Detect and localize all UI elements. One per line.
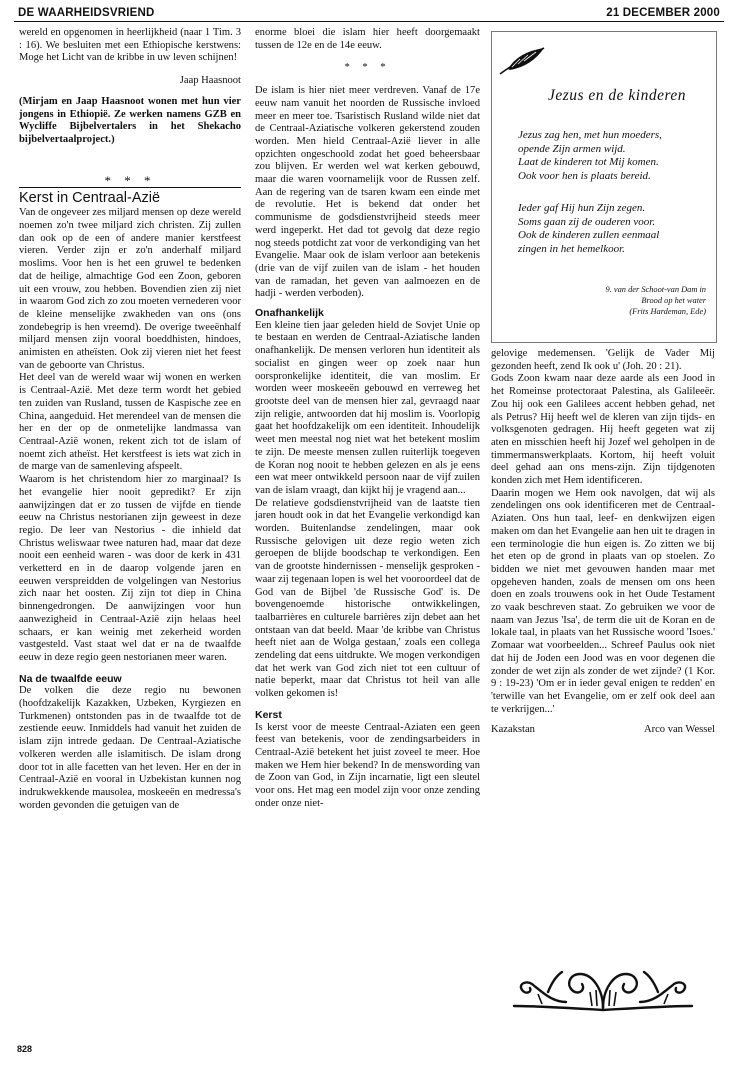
signature-author: Arco van Wessel xyxy=(643,724,715,736)
article-signature xyxy=(491,724,715,737)
poem-line: Ook de kinderen zullen eenmaal xyxy=(518,229,660,242)
poem-line: Ook voor hen is plaats bereid. xyxy=(518,169,651,182)
signature-place: Kazakstan xyxy=(491,724,535,736)
paragraph: Een kleine tien jaar geleden hield de Sovjet Unie op te bestaan en werden de Centraal-Aziatische landen onafhankelijk. De mensen verloren hun identiteit als socialist en gingen weer op zoek naar hun oorspronkelijke identiteit, die van moslim. Er worden weer moskeeën gebouwd en verreweg het grootste deel van de mensen hier zal, gevraagd naar zijn religie, antwoorden dat hij moslim is. Voorlopig gaat het hoofdzakelijk om een identiteit. Inhoudelijk weet men meestal nog niet wat het betekent moslim te zijn. De meeste mensen zullen ruiterlijk toegeven de Koran nog nooit te hebben gelezen en als je eens een wat meer ontwikkeld persoon naar de vijf zuilen van de islam vraagt, dan kijkt hij je vragend aan... xyxy=(255,319,480,496)
section-separator: * * * xyxy=(344,62,391,74)
column-2 xyxy=(255,27,480,810)
poem-line: zingen in het hemelkoor. xyxy=(518,242,625,255)
paragraph: Is kerst voor de meeste Centraal-Aziaten een geen feest van betekenis, voor de zendingsarbeiders in Centraal-Azië betekent het juist zoveel te meer. Hoe maken we Hem hier bekend? In de menswording van de Zoon van God, in Zijn incarnatie, ligt een sleutel voor ons. Het mag een model zijn voor onze zending onder onze niet- xyxy=(255,721,480,809)
paragraph: Gods Zoon kwam naar deze aarde als een Jood in het Romeinse protectoraat Palestina, als Galileeër. Zou hij ook een Galilees accent hebben gehad, net als Petrus? Hij heeft wel de kleren van zijn tijds- en volksgenoten gedragen. Hij heeft gegeten wat zij aten en misschien heeft hij Jozef wel geholpen in de timmermanswerkplaats. Kortom, hij heeft voluit deel gehad aan ons mens-zijn. Zijn tijdgenoten konden zich met Hem identificeren. xyxy=(491,373,715,487)
author-signature: Jaap Haasnoot xyxy=(179,75,241,87)
feather-quill-icon xyxy=(498,44,548,78)
subheading: Kerst xyxy=(255,708,282,721)
poem-stanza xyxy=(518,129,662,183)
poem-credit xyxy=(536,284,706,317)
paragraph: De islam is hier niet meer verdreven. Vanaf de 17e eeuw nam vanuit het noorden de Russische invloed meer en meer toe. Tsaristisch Rusland wilde niet dat de Centraal-Aziatische volkeren gekerstend zouden worden. Men hield Centraal-Azië liever in alle opzichten ongeschoold zodat het goed beheersbaar zou blijven. Er werden wel wat kerken gebouwd, maar die waren voornamelijk voor de Russen zelf. Aan de regering van de tsaren kwam een einde met de revolutie. Het is bekend dat onder het communisme de godsdienstvrijheid steeds meer werd ingeperkt. Het dad tot gevolg dat deze regio nog steeds potdicht zat voor de verkondiging van het Evangelie. Maar ook de islam verloor aan betekenis (drie van de vijf zuilen van de islam - het houden van de ramadan, het geven van aalmoezen en de hadji - werden verboden). xyxy=(255,85,480,300)
subheading: Onafhankelijk xyxy=(255,307,324,320)
issue-date: 21 DECEMBER 2000 xyxy=(606,7,720,19)
author-note: (Mirjam en Jaap Haasnoot wonen met hun vier jongens in Ethiopië. Ze werken namens GZB en Wycliffe Bijbelvertalers in het Shekacho bijbelvertaalproject.) xyxy=(19,95,241,145)
column-1 xyxy=(19,27,241,812)
column-3 xyxy=(491,348,715,737)
section-separator: * * * xyxy=(104,172,156,188)
paragraph: De volken die deze regio nu bewonen (hoofdzakelijk Kazakken, Uzbeken, Kyrgiezen en Turkmenen) ontstonden pas in de twaalfde tot de zestiende eeuw. Inmiddels had vanuit het zuiden de islam zijn intrede gedaan. De Centraal-Aziatische volkeren werden alle islamitisch. De islam drong door tot in alle facetten van het leven. Her en der in Centraal-Azië en vooral in Uzbekistan kunnen nog indrukwekkende mausolea, moskeeën en medressa's worden gevonden die getuigen van de xyxy=(19,685,241,811)
header-rule xyxy=(14,21,724,22)
decorative-scroll-ornament xyxy=(508,962,698,1014)
paragraph: enorme bloei die islam hier heeft doorgemaakt tussen de 12e en de 14e eeuw. xyxy=(255,27,480,51)
poem-line: Laat de kinderen tot Mij komen. xyxy=(518,156,659,169)
paragraph: Van de ongeveer zes miljard mensen op deze wereld noemen zo'n twee miljard zich christen. Zij zullen dan ook op de een of andere manier kerstfeest vieren. Verder zijn er zo'n anderhalf miljard moslims. Voor hen is het een gruwel te bedenken dat de heilige, almachtige God een Zoon, geboren uit een vrouw, zou hebben. Bovendien zien zij niet in waarom God zich zo zou moeten vernederen voor de kleine menselijke zwakheden van ons (ons zondebegrip is hen vreemd). De overige tweeënhalf miljard mensen zijn vooral boeddhisten, hindoes, animisten en atheïsten. Ook zij vieren niet het feest van de geboorte van Christus. xyxy=(19,207,241,371)
paragraph: Daarin mogen we Hem ook navolgen, dat wij als zendelingen ons ook identificeren met de Centraal-Aziaten. Ons hun taal, leef- en denkwijzen eigen maken om dan het Evangelie aan hen uit te dragen in een terminologie die hun eigen is. Zo zitten we bij het eten op de grond in plaats van op stoelen. Zo bidden we niet met gevouwen handen maar met opgeheven handen, zoals de mensen om ons heen doen en zoals trouwens ook in het Oude Testament zo vaak beschreven staat. Zo gebruiken we voor de naam van Jezus 'Isa', de term die uit de Koran en de lokale taal, in plaats van het Russische woord 'Isoes.' Zomaar wat voorbeelden... Schreef Paulus ook niet dat hij de Joden een Jood was en voor degenen die zonder de wet zijn als zonder de wet zijnde? (1 Kor. 9 : 19-23) 'Om er in ieder geval enigen te redden' en 'terwille van het Evangelie, om er zelf ook deel aan te verkrijgen...' xyxy=(491,487,715,715)
credit-line: 9. van der Schoot-van Dam in xyxy=(605,285,706,294)
poem-line: Ieder gaf Hij hun Zijn zegen. xyxy=(518,202,646,214)
poem-line: Soms gaan zij de ouderen voor. xyxy=(518,215,656,228)
article-heading: Kerst in Centraal-Azië xyxy=(19,187,241,207)
subheading: Na de twaalfde eeuw xyxy=(19,672,122,685)
poem-line: Jezus zag hen, met hun moeders, xyxy=(518,129,662,141)
poem-line: opende Zijn armen wijd. xyxy=(518,142,626,155)
paragraph: Waarom is het christendom hier zo marginaal? Is het evangelie hier nooit gepredikt? Er zijn aanwijzingen dat er zo tussen de vijfde en tiende eeuw na Christus nestorianen zijn geweest in deze regio. De leer van Nestorius - die inhield dat Christus weliswaar twee naturen had, maar dat deze nooit een eenheid waren - was door de kerk in 431 verketterd en in de daarop volgende jaren en eeuwen verspreidden de volgelingen van Nestorius zich naar het oosten. Zij zijn tot diep in China binnengedrongen. De aanwijzingen voor hun aanwezigheid in Centraal-Azië zijn helaas heel schaars, er kan weinig met zekerheid worden vastgesteld. Vast staat wel dat er na de twaalfde eeuw in deze regio geen nestorianen meer waren. xyxy=(19,474,241,663)
paragraph: gelovige medemensen. 'Gelijk de Vader Mij gezonden heeft, zend Ik ook u' (Joh. 20 : 21). xyxy=(491,348,715,372)
poem-stanza xyxy=(518,202,659,256)
credit-line: (Frits Hardeman, Ede) xyxy=(629,307,706,316)
poem-box xyxy=(491,31,717,343)
poem-title: Jezus en de kinderen xyxy=(547,87,687,104)
credit-line: Brood op het water xyxy=(641,296,706,305)
paragraph: De relatieve godsdienstvrijheid van de laatste tien jaren houdt ook in dat het Evangelie verkondigd kan worden. Buitenlandse zendelingen, maar ook Russische gelovigen uit deze regio weten zich geroepen de blijde boodschap te verkondigen. Een van de grootste hindernissen - menselijk gesproken - waar zij tegenaan lopen is wel het vooroordeel dat de God van de Bijbel 'de Russische God' is. De bovengenoemde historische ontwikkelingen, taalbarrières en culturele barrières zijn debet aan het ontstaan van dat beeld. Maar 'de kribbe van Christus heeft niet aan de Wolga gestaan,' zoals een collega zendeling dat eens uitdrukte. We mogen verkondigen dat het werk van God zich niet tot een cultuur of natie beperkt, maar dat Christus tot heil van alle volken gekomen is! xyxy=(255,497,480,700)
paragraph: Het deel van de wereld waar wij wonen en werken is Centraal-Azië. Met deze term wordt het gebied ten zuiden van Rusland, tussen de Kaspische zee en China, aangeduid. Het merendeel van de mensen die her en der op de onmetelijke landmassa van Centraal-Azië wonen, rekent zich tot de islam of noemt zich atheïst. Het kerstfeest is iets wat zich in de marge van de samenleving afspeelt. xyxy=(19,372,241,473)
running-header xyxy=(14,4,724,22)
paragraph: wereld en opgenomen in heerlijkheid (naar 1 Tim. 3 : 16). We besluiten met een Ethiopische kerstwens: Moge het Licht van de kribbe in uw leven schijnen! xyxy=(19,27,241,64)
publication-name: DE WAARHEIDSVRIEND xyxy=(18,7,155,19)
page-number: 828 xyxy=(17,1044,33,1054)
